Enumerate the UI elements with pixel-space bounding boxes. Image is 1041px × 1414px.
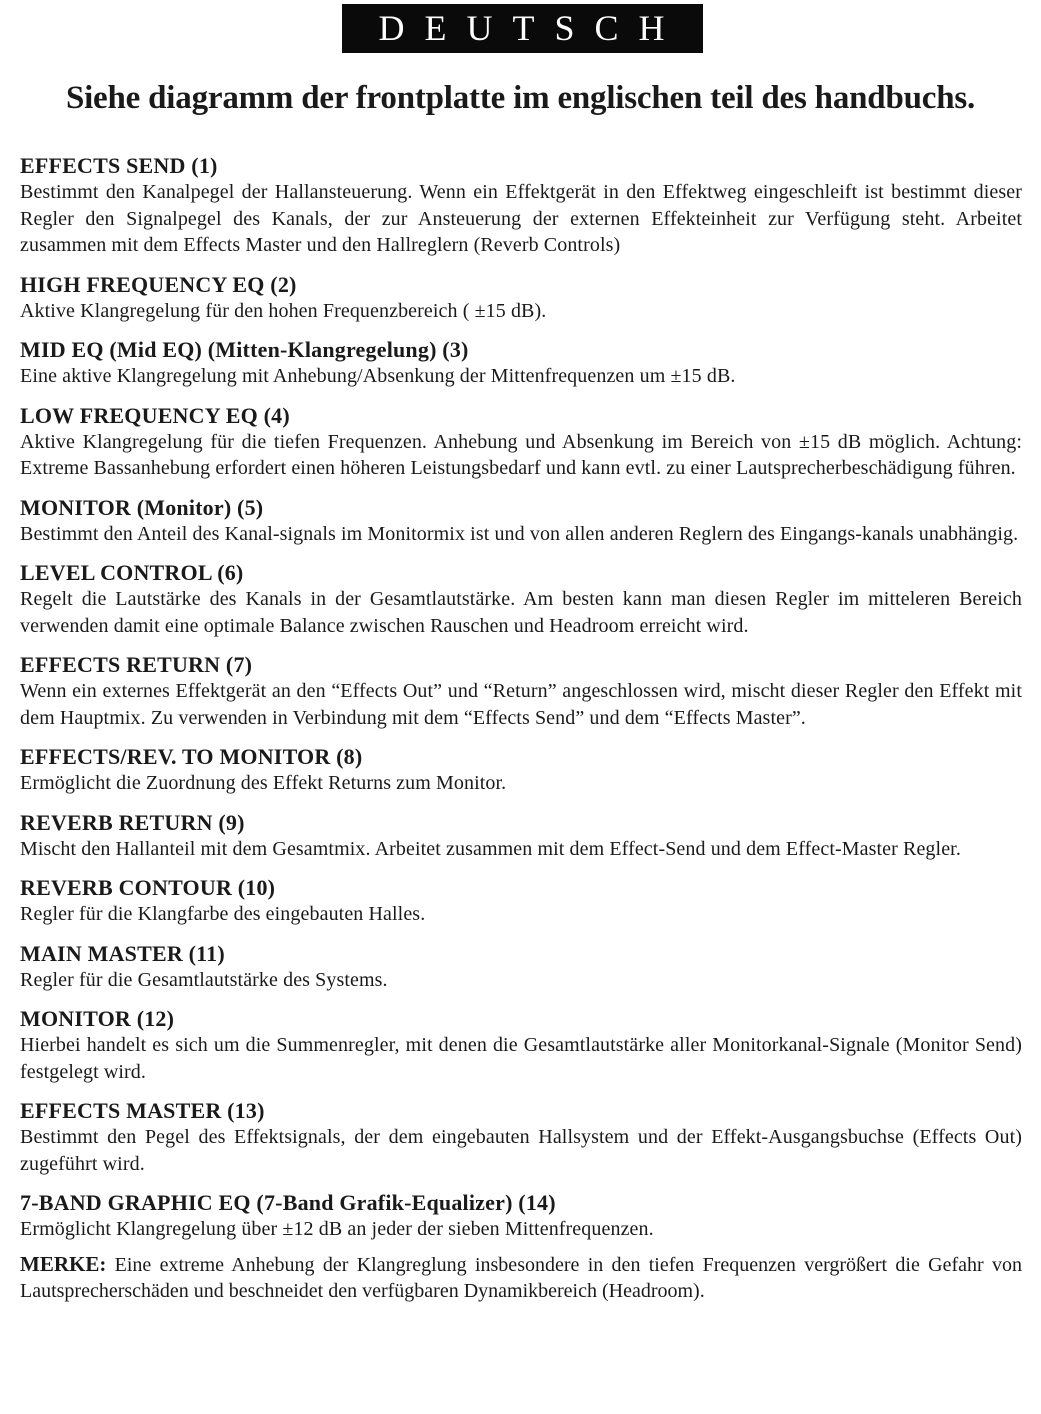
section-body: Eine aktive Klangregelung mit Anhebung/Absenkung der Mittenfrequenzen um ±15 dB. [20,365,736,387]
section-7-band-graphic-eq [20,1189,1022,1243]
section-body: Bestimmt den Pegel des Effektsignals, der dem eingebauten Hallsystem und der Effekt-Ausgangsbuchse (Effects Out) zugeführt wird. [20,1126,1022,1175]
section-effects-send [20,152,1022,259]
page-heading: Siehe diagramm der frontplatte im englischen teil des handbuchs. [65,80,976,116]
section-title: MONITOR (Monitor) (5) [20,494,264,520]
section-high-frequency-eq [20,271,1022,325]
section-body: Regler für die Klangfarbe des eingebauten Halles. [20,903,426,925]
section-title: EFFECTS RETURN (7) [20,652,253,677]
section-title: HIGH FREQUENCY EQ (2) [20,271,297,297]
section-title: MONITOR (12) [20,1006,175,1031]
section-body: Ermöglicht die Zuordnung des Effekt Returns zum Monitor. [20,772,507,794]
section-effects-rev-to-monitor [20,743,1022,797]
section-level-control [20,559,1022,639]
section-main-master [20,940,1022,994]
section-reverb-contour [20,874,1022,928]
section-title: MAIN MASTER (11) [20,940,225,966]
section-title: 7-BAND GRAPHIC EQ (7-Band Grafik-Equalizer) (14) [20,1190,556,1215]
section-title: REVERB CONTOUR (10) [20,875,276,900]
section-title: EFFECTS MASTER (13) [20,1098,265,1123]
note-paragraph [20,1251,1022,1305]
section-body: Regelt die Lautstärke des Kanals in der Gesamtlautstärke. Am besten kann man diesen Regler im mitteleren Bereich verwenden damit eine optimale Balance zwischen Rauschen und Headroom erreicht wird. [20,588,1022,637]
section-body: Hierbei handelt es sich um die Summenregler, mit denen die Gesamtlautstärke aller Monitorkanal-Signale (Monitor Send) festgelegt wird. [20,1034,1022,1083]
section-title: MID EQ (Mid EQ) (Mitten-Klangregelung) (3) [20,337,469,362]
manual-content [20,152,1022,1305]
section-body: Bestimmt den Kanalpegel der Hallansteuerung. Wenn ein Effektgerät in den Effektweg eingeschleift ist bestimmt dieser Regler den Signalpegel des Kanals, der zur Ansteuerung der externen Effekteinheit zur Verfügung steht. Arbeitet zusammen mit dem Effects Master und den Hallreglern (Reverb Controls) [20,181,1022,256]
language-banner: DEUTSCH [342,4,703,53]
section-body: Wenn ein externes Effektgerät an den “Effects Out” und “Return” angeschlossen wird, mischt dieser Regler den Effekt mit dem Hauptmix. Zu verwenden in Verbindung mit dem “Effects Send” und dem “Effects Master”. [20,680,1022,729]
section-monitor-12 [20,1005,1022,1085]
note-label: MERKE: [20,1251,107,1276]
section-body: Bestimmt den Anteil des Kanal-signals im Monitormix ist und von allen anderen Reglern des Eingangs-kanals unabhängig. [20,522,1019,545]
section-body: Aktive Klangregelung für den hohen Frequenzbereich ( ±15 dB). [20,299,547,322]
section-mid-eq [20,336,1022,390]
section-reverb-return [20,809,1022,863]
section-body: Ermöglicht Klangregelung über ±12 dB an jeder der sieben Mittenfrequenzen. [20,1218,654,1240]
section-effects-master [20,1097,1022,1177]
section-effects-return [20,651,1022,731]
section-title: LEVEL CONTROL (6) [20,560,244,585]
section-title: REVERB RETURN (9) [20,809,245,835]
section-low-frequency-eq [20,402,1022,482]
section-body: Regler für die Gesamtlautstärke des Systems. [20,968,388,991]
section-monitor-5 [20,494,1022,548]
note-text: Eine extreme Anhebung der Klangreglung insbesondere in den tiefen Frequenzen vergrößert die Gefahr von Lautsprecherschäden und beschneidet den verfügbaren Dynamikbereich (Headroom). [20,1253,1023,1302]
section-title: EFFECTS SEND (1) [20,153,218,178]
section-body: Mischt den Hallanteil mit dem Gesamtmix. Arbeitet zusammen mit dem Effect-Send und dem Effect-Master Regler. [20,837,961,860]
section-body: Aktive Klangregelung für die tiefen Frequenzen. Anhebung und Absenkung im Bereich von ±15 dB möglich. Achtung: Extreme Bassanhebung erfordert einen höheren Leistungsbedarf und kann evtl. zu einer Lautsprecherbeschädigung führen. [20,430,1022,479]
section-title: EFFECTS/REV. TO MONITOR (8) [20,744,363,769]
section-title: LOW FREQUENCY EQ (4) [20,402,290,428]
